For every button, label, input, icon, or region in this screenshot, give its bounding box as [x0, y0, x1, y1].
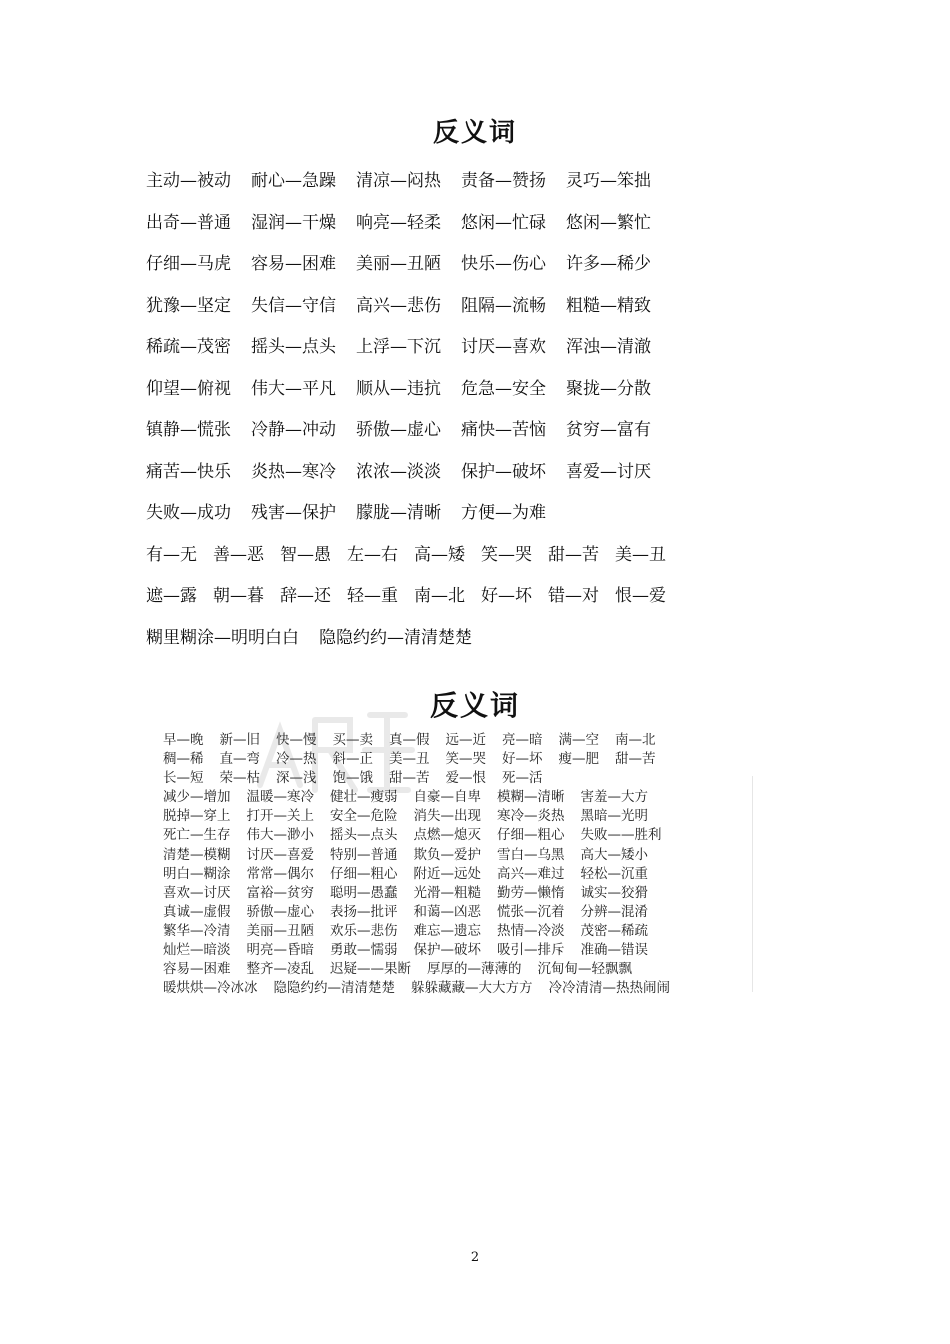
antonym-pair: 仰望—俯视 [146, 378, 231, 399]
antonym-pair: 耐心—急躁 [251, 171, 336, 191]
antonym-pair: 仔细—马虎 [146, 254, 231, 274]
antonym-pair: 骄傲—虚心 [246, 903, 314, 920]
antonym-pair: 聚拢—分散 [566, 378, 651, 399]
antonym-pair: 自豪—自卑 [413, 789, 481, 806]
antonym-pair: 爱—恨 [445, 770, 486, 787]
antonym-pair: 甜—苦 [389, 770, 430, 787]
antonym-pair: 黑暗—光明 [580, 808, 648, 825]
antonym-pair: 快—慢 [276, 732, 317, 748]
antonym-pair: 买—卖 [332, 732, 373, 748]
antonym-pair: 茂密—稀疏 [580, 922, 648, 939]
antonym-pair: 点燃—熄灭 [413, 827, 481, 844]
antonym-pair: 躲躲藏藏—大大方方 [411, 980, 533, 997]
antonym-pair: 方便—为难 [461, 503, 546, 523]
word-row [146, 291, 866, 333]
antonym-pair: 灿烂—暗淡 [163, 942, 231, 959]
antonym-pair: 糊里糊涂—明明白白 [146, 627, 299, 648]
antonym-pair: 错—对 [548, 586, 599, 606]
antonym-pair: 左—右 [347, 544, 398, 565]
antonym-pair: 恨—爱 [615, 586, 666, 606]
antonym-pair: 喜爱—讨厌 [566, 461, 651, 482]
antonym-pair: 伟大—渺小 [246, 827, 314, 844]
word-row [163, 903, 763, 922]
antonym-pair: 满—空 [558, 732, 599, 748]
antonym-pair: 冷—热 [276, 751, 317, 768]
antonym-pair: 痛快—苦恼 [461, 420, 546, 440]
antonym-pair: 真诚—虚假 [163, 903, 231, 920]
antonym-pair: 失败—成功 [146, 503, 231, 523]
word-row [163, 979, 763, 998]
antonym-pair: 笑—哭 [481, 544, 532, 565]
antonym-pair: 甜—苦 [615, 751, 656, 768]
antonym-pair: 分辨—混淆 [580, 903, 648, 920]
antonym-pair: 难忘—遗忘 [413, 922, 481, 939]
antonym-pair: 残害—保护 [251, 503, 336, 523]
antonym-pair: 上浮—下沉 [356, 337, 441, 357]
antonym-pair: 死—活 [502, 770, 543, 787]
section2-word-list [163, 731, 763, 998]
antonym-pair: 明白—糊涂 [163, 865, 231, 882]
antonym-pair: 浓浓—淡淡 [356, 461, 441, 482]
antonym-pair: 美—丑 [615, 544, 666, 565]
antonym-pair: 和蔼—凶恶 [413, 903, 481, 920]
antonym-pair: 辞—还 [280, 586, 331, 606]
word-row [146, 249, 866, 291]
word-row [163, 750, 763, 769]
antonym-pair: 响亮—轻柔 [356, 212, 441, 233]
antonym-pair: 南—北 [414, 586, 465, 606]
word-row [146, 374, 866, 416]
antonym-pair: 斜—正 [332, 751, 373, 768]
antonym-pair: 粗糙—精致 [566, 295, 651, 316]
antonym-pair: 隐隐约约—清清楚楚 [273, 980, 395, 997]
word-row [146, 332, 866, 374]
antonym-pair: 伟大—平凡 [251, 378, 336, 399]
antonym-pair: 隐隐约约—清清楚楚 [319, 627, 472, 648]
word-row [146, 623, 866, 665]
antonym-pair: 真—假 [389, 732, 430, 748]
antonym-pair: 荣—枯 [219, 770, 260, 787]
antonym-pair: 灵巧—笨拙 [566, 171, 651, 191]
antonym-pair: 早—晚 [163, 732, 204, 748]
antonym-pair: 慌张—沉着 [497, 903, 565, 920]
page-number: 2 [470, 1250, 480, 1265]
word-row [146, 581, 866, 623]
antonym-pair: 骄傲—虚心 [356, 420, 441, 440]
antonym-pair: 顺从—违抗 [356, 378, 441, 399]
word-row [163, 788, 763, 807]
antonym-pair: 遮—露 [146, 586, 197, 606]
antonym-pair: 安全—危险 [330, 808, 398, 825]
antonym-pair: 快乐—伤心 [461, 254, 546, 274]
antonym-pair: 责备—赞扬 [461, 171, 546, 191]
word-row [163, 922, 763, 941]
antonym-pair: 主动—被动 [146, 171, 231, 191]
antonym-pair: 喜欢—讨厌 [163, 884, 231, 901]
antonym-pair: 勤劳—懒惰 [497, 884, 565, 901]
antonym-pair: 智—愚 [280, 544, 331, 565]
antonym-pair: 特别—普通 [330, 846, 398, 863]
antonym-pair: 容易—困难 [251, 254, 336, 274]
antonym-pair: 寒冷—炎热 [497, 808, 565, 825]
antonym-pair: 诚实—狡猾 [580, 884, 648, 901]
antonym-pair: 湿润—干燥 [251, 212, 336, 233]
antonym-pair: 亮—暗 [502, 732, 543, 748]
word-row [146, 415, 866, 457]
antonym-pair: 富裕—贫穷 [246, 884, 314, 901]
antonym-pair: 许多—稀少 [566, 254, 651, 274]
antonym-pair: 吸引—排斥 [497, 942, 565, 959]
antonym-pair: 痛苦—快乐 [146, 461, 231, 482]
antonym-pair: 冷静—冲动 [251, 420, 336, 440]
antonym-pair: 仔细—粗心 [497, 827, 565, 844]
antonym-pair: 饱—饿 [332, 770, 373, 787]
word-row [146, 540, 866, 582]
word-row [163, 826, 763, 845]
section1-word-list [146, 166, 866, 664]
antonym-pair: 危急—安全 [461, 378, 546, 399]
antonym-pair: 美丽—丑陋 [246, 922, 314, 939]
antonym-pair: 直—弯 [219, 751, 260, 768]
antonym-pair: 温暖—寒冷 [246, 789, 314, 806]
antonym-pair: 容易—困难 [163, 961, 231, 978]
word-row [146, 208, 866, 250]
antonym-pair: 美—丑 [389, 751, 430, 768]
antonym-pair: 摇头—点头 [251, 337, 336, 357]
word-row [146, 498, 866, 540]
antonym-pair: 迟疑——果断 [330, 961, 411, 978]
antonym-pair: 光滑—粗糙 [413, 884, 481, 901]
word-row [163, 769, 763, 788]
antonym-pair: 出奇—普通 [146, 212, 231, 233]
word-row [146, 166, 866, 208]
antonym-pair: 高大—矮小 [580, 846, 648, 863]
antonym-pair: 表扬—批评 [330, 903, 398, 920]
antonym-pair: 善—恶 [213, 544, 264, 565]
antonym-pair: 炎热—寒冷 [251, 461, 336, 482]
antonym-pair: 笑—哭 [445, 751, 486, 768]
antonym-pair: 仔细—粗心 [330, 865, 398, 882]
antonym-pair: 热情—冷淡 [497, 922, 565, 939]
antonym-pair: 模糊—清晰 [497, 789, 565, 806]
antonym-pair: 好—坏 [502, 751, 543, 768]
antonym-pair: 繁华—冷清 [163, 922, 231, 939]
antonym-pair: 暖烘烘—冷冰冰 [163, 980, 258, 997]
antonym-pair: 失信—守信 [251, 295, 336, 316]
antonym-pair: 整齐—凌乱 [246, 961, 314, 978]
antonym-pair: 消失—出现 [413, 808, 481, 825]
word-row [163, 807, 763, 826]
antonym-pair: 勇敢—懦弱 [330, 942, 398, 959]
antonym-pair: 常常—偶尔 [246, 865, 314, 882]
antonym-pair: 清凉—闷热 [356, 171, 441, 191]
antonym-pair: 附近—远处 [413, 865, 481, 882]
antonym-pair: 欢乐—悲伤 [330, 922, 398, 939]
antonym-pair: 冷冷清清—热热闹闹 [548, 980, 670, 997]
antonym-pair: 清楚—模糊 [163, 846, 231, 863]
word-row [146, 457, 866, 499]
antonym-pair: 保护—破坏 [461, 461, 546, 482]
antonym-pair: 贫穷—富有 [566, 420, 651, 440]
antonym-pair: 浑浊—清澈 [566, 337, 651, 357]
antonym-pair: 害羞—大方 [580, 789, 648, 806]
antonym-pair: 欺负—爱护 [413, 846, 481, 863]
antonym-pair: 稀疏—茂密 [146, 337, 231, 357]
antonym-pair: 准确—错误 [580, 942, 648, 959]
antonym-pair: 厚厚的—薄薄的 [427, 961, 522, 978]
word-row [163, 941, 763, 960]
antonym-pair: 讨厌—喜爱 [246, 846, 314, 863]
antonym-pair: 有—无 [146, 544, 197, 565]
antonym-pair: 摇头—点头 [330, 827, 398, 844]
section2-title: 反义词 [429, 689, 520, 722]
antonym-pair: 脱掉—穿上 [163, 808, 231, 825]
antonym-pair: 阻隔—流畅 [461, 295, 546, 316]
antonym-pair: 南—北 [615, 732, 656, 748]
antonym-pair: 深—浅 [276, 770, 317, 787]
antonym-pair: 悠闲—忙碌 [461, 212, 546, 233]
antonym-pair: 新—旧 [219, 732, 260, 748]
antonym-pair: 高—矮 [414, 544, 465, 565]
antonym-pair: 高兴—难过 [497, 865, 565, 882]
antonym-pair: 朝—暮 [213, 586, 264, 606]
word-row [163, 884, 763, 903]
antonym-pair: 死亡—生存 [163, 827, 231, 844]
antonym-pair: 保护—破坏 [413, 942, 481, 959]
antonym-pair: 讨厌—喜欢 [461, 337, 546, 357]
antonym-pair: 减少—增加 [163, 789, 231, 806]
word-row [163, 960, 763, 979]
antonym-pair: 明亮—昏暗 [246, 942, 314, 959]
antonym-pair: 犹豫—坚定 [146, 295, 231, 316]
word-row [163, 846, 763, 865]
antonym-pair: 轻—重 [347, 586, 398, 606]
antonym-pair: 打开—关上 [246, 808, 314, 825]
word-row [163, 731, 763, 750]
word-row [163, 865, 763, 884]
antonym-pair: 长—短 [163, 770, 204, 787]
antonym-pair: 朦胧—清晰 [356, 503, 441, 523]
antonym-pair: 悠闲—繁忙 [566, 212, 651, 233]
antonym-pair: 稠—稀 [163, 751, 204, 768]
antonym-pair: 瘦—肥 [558, 751, 599, 768]
antonym-pair: 沉甸甸—轻飘飘 [537, 961, 632, 978]
antonym-pair: 远—近 [445, 732, 486, 748]
antonym-pair: 聪明—愚蠢 [330, 884, 398, 901]
antonym-pair: 镇静—慌张 [146, 420, 231, 440]
antonym-pair: 健壮—瘦弱 [330, 789, 398, 806]
antonym-pair: 失败——胜利 [580, 827, 662, 844]
antonym-pair: 甜—苦 [548, 544, 599, 565]
antonym-pair: 雪白—乌黑 [497, 846, 565, 863]
antonym-pair: 好—坏 [481, 586, 532, 606]
antonym-pair: 美丽—丑陋 [356, 254, 441, 274]
section1-title: 反义词 [432, 118, 517, 148]
antonym-pair: 轻松—沉重 [580, 865, 648, 882]
antonym-pair: 高兴—悲伤 [356, 295, 441, 316]
scan-edge-divider [752, 776, 753, 992]
